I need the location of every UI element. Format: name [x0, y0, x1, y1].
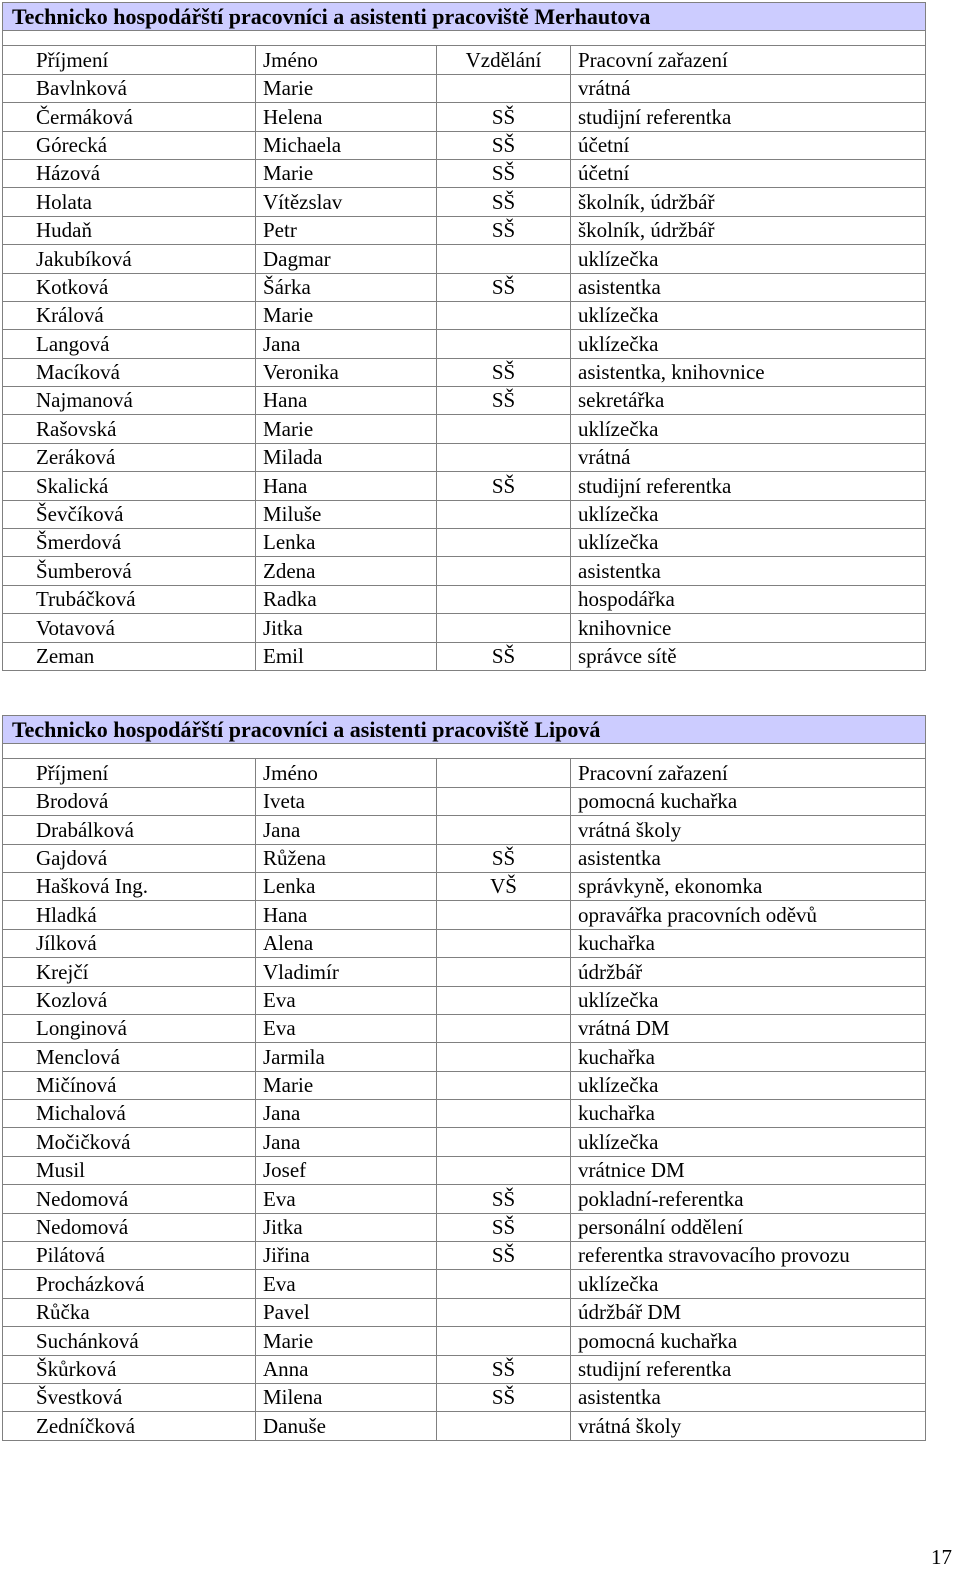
table-row [3, 529, 926, 557]
first-name-cell: Veronika [256, 358, 437, 386]
education-cell: SŠ [437, 103, 571, 131]
education-cell: SŠ [437, 188, 571, 216]
job-position-cell: vrátná [571, 443, 926, 471]
title-spacer [3, 31, 926, 46]
table-row [3, 1014, 926, 1042]
education-cell [437, 1156, 571, 1184]
first-name-cell: Jarmila [256, 1043, 437, 1071]
job-position-cell: údržbář [571, 958, 926, 986]
table-row [3, 500, 926, 528]
education-cell [437, 929, 571, 957]
surname-cell: Jakubíková [3, 245, 256, 273]
surname-cell: Zeráková [3, 443, 256, 471]
first-name-cell: Marie [256, 1071, 437, 1099]
education-cell: SŠ [437, 1213, 571, 1241]
job-position-cell: vrátná školy [571, 1412, 926, 1440]
table-row [3, 1071, 926, 1099]
table-row [3, 958, 926, 986]
surname-cell: Ševčíková [3, 500, 256, 528]
surname-cell: Králová [3, 301, 256, 329]
surname-cell: Votavová [3, 614, 256, 642]
education-cell [437, 787, 571, 815]
page-number: 17 [931, 1545, 952, 1569]
surname-cell: Najmanová [3, 387, 256, 415]
table-row [3, 557, 926, 585]
job-position-cell: uklízečka [571, 1128, 926, 1156]
table-row [3, 1355, 926, 1383]
surname-cell: Longinová [3, 1014, 256, 1042]
table-row [3, 245, 926, 273]
job-position-cell: asistentka [571, 557, 926, 585]
surname-cell: Jílková [3, 929, 256, 957]
first-name-cell: Jana [256, 330, 437, 358]
first-name-cell: Hana [256, 472, 437, 500]
staff-table-merhautova [2, 2, 926, 671]
first-name-cell: Miluše [256, 500, 437, 528]
table-row [3, 816, 926, 844]
job-position-cell: uklízečka [571, 415, 926, 443]
first-name-cell: Marie [256, 301, 437, 329]
job-position-cell: uklízečka [571, 986, 926, 1014]
first-name-cell: Zdena [256, 557, 437, 585]
first-name-cell: Marie [256, 74, 437, 102]
job-position-cell: vrátná DM [571, 1014, 926, 1042]
surname-cell: Gajdová [3, 844, 256, 872]
header-row [3, 46, 926, 74]
table-row [3, 358, 926, 386]
job-position-cell: uklízečka [571, 1071, 926, 1099]
first-name-cell: Marie [256, 159, 437, 187]
job-position-cell: uklízečka [571, 1270, 926, 1298]
education-cell [437, 816, 571, 844]
surname-cell: Kotková [3, 273, 256, 301]
table-row [3, 1185, 926, 1213]
education-cell: SŠ [437, 1355, 571, 1383]
table-row [3, 1412, 926, 1440]
first-name-cell: Jitka [256, 614, 437, 642]
header-job-position-cell: Pracovní zařazení [571, 759, 926, 787]
education-cell [437, 1043, 571, 1071]
education-cell: SŠ [437, 273, 571, 301]
first-name-cell: Vladimír [256, 958, 437, 986]
education-cell [437, 1014, 571, 1042]
job-position-cell: studijní referentka [571, 1355, 926, 1383]
education-cell: SŠ [437, 472, 571, 500]
surname-cell: Hašková Ing. [3, 872, 256, 900]
first-name-cell: Vítězslav [256, 188, 437, 216]
education-cell [437, 1298, 571, 1326]
surname-cell: Górecká [3, 131, 256, 159]
job-position-cell: správce sítě [571, 642, 926, 670]
job-position-cell: údržbář DM [571, 1298, 926, 1326]
education-cell [437, 614, 571, 642]
surname-cell: Krejčí [3, 958, 256, 986]
first-name-cell: Anna [256, 1355, 437, 1383]
first-name-cell: Šárka [256, 273, 437, 301]
first-name-cell: Eva [256, 1185, 437, 1213]
first-name-cell: Danuše [256, 1412, 437, 1440]
education-cell: SŠ [437, 844, 571, 872]
education-cell: SŠ [437, 387, 571, 415]
education-cell: SŠ [437, 1242, 571, 1270]
education-cell: SŠ [437, 216, 571, 244]
job-position-cell: pomocná kuchařka [571, 1327, 926, 1355]
surname-cell: Mičínová [3, 1071, 256, 1099]
education-cell: SŠ [437, 1185, 571, 1213]
table-row [3, 1327, 926, 1355]
surname-cell: Šmerdová [3, 529, 256, 557]
surname-cell: Langová [3, 330, 256, 358]
job-position-cell: uklízečka [571, 529, 926, 557]
first-name-cell: Eva [256, 986, 437, 1014]
first-name-cell: Iveta [256, 787, 437, 815]
education-cell [437, 301, 571, 329]
job-position-cell: opravářka pracovních oděvů [571, 901, 926, 929]
education-cell: SŠ [437, 358, 571, 386]
job-position-cell: kuchařka [571, 929, 926, 957]
surname-cell: Házová [3, 159, 256, 187]
surname-cell: Zedníčková [3, 1412, 256, 1440]
first-name-cell: Milada [256, 443, 437, 471]
table-row [3, 1156, 926, 1184]
job-position-cell: uklízečka [571, 330, 926, 358]
table-row [3, 443, 926, 471]
table-row [3, 787, 926, 815]
surname-cell: Brodová [3, 787, 256, 815]
surname-cell: Trubáčková [3, 585, 256, 613]
surname-cell: Musil [3, 1156, 256, 1184]
surname-cell: Michalová [3, 1100, 256, 1128]
table-row [3, 585, 926, 613]
surname-cell: Nedomová [3, 1213, 256, 1241]
surname-cell: Macíková [3, 358, 256, 386]
job-position-cell: referentka stravovacího provozu [571, 1242, 926, 1270]
table-row [3, 387, 926, 415]
education-cell [437, 1100, 571, 1128]
title-spacer [3, 744, 926, 759]
table-row [3, 103, 926, 131]
education-cell: SŠ [437, 1383, 571, 1411]
table-row [3, 1100, 926, 1128]
first-name-cell: Petr [256, 216, 437, 244]
first-name-cell: Helena [256, 103, 437, 131]
surname-cell: Procházková [3, 1270, 256, 1298]
table-row [3, 901, 926, 929]
job-position-cell: sekretářka [571, 387, 926, 415]
table-row [3, 642, 926, 670]
job-position-cell: pokladní-referentka [571, 1185, 926, 1213]
table-row [3, 1298, 926, 1326]
job-position-cell: kuchařka [571, 1043, 926, 1071]
table-row [3, 1242, 926, 1270]
table-row [3, 929, 926, 957]
first-name-cell: Pavel [256, 1298, 437, 1326]
table-title: Technicko hospodářští pracovníci a asistenti pracoviště Lipová [3, 716, 926, 744]
table-row [3, 1128, 926, 1156]
surname-cell: Suchánková [3, 1327, 256, 1355]
table-row [3, 472, 926, 500]
first-name-cell: Jitka [256, 1213, 437, 1241]
surname-cell: Skalická [3, 472, 256, 500]
education-cell [437, 415, 571, 443]
job-position-cell: uklízečka [571, 301, 926, 329]
first-name-cell: Jana [256, 816, 437, 844]
education-cell [437, 585, 571, 613]
job-position-cell: hospodářka [571, 585, 926, 613]
table-row [3, 273, 926, 301]
first-name-cell: Lenka [256, 529, 437, 557]
job-position-cell: asistentka [571, 273, 926, 301]
surname-cell: Hudaň [3, 216, 256, 244]
job-position-cell: studijní referentka [571, 103, 926, 131]
header-row [3, 759, 926, 787]
surname-cell: Čermáková [3, 103, 256, 131]
surname-cell: Holata [3, 188, 256, 216]
header-surname-cell: Příjmení [3, 759, 256, 787]
job-position-cell: asistentka, knihovnice [571, 358, 926, 386]
header-education-cell: Vzdělání [437, 46, 571, 74]
education-cell [437, 74, 571, 102]
surname-cell: Růčka [3, 1298, 256, 1326]
first-name-cell: Růžena [256, 844, 437, 872]
education-cell [437, 901, 571, 929]
education-cell [437, 557, 571, 585]
table-row [3, 844, 926, 872]
job-position-cell: vrátnice DM [571, 1156, 926, 1184]
job-position-cell: studijní referentka [571, 472, 926, 500]
surname-cell: Močičková [3, 1128, 256, 1156]
surname-cell: Drabálková [3, 816, 256, 844]
header-job-position-cell: Pracovní zařazení [571, 46, 926, 74]
education-cell [437, 986, 571, 1014]
first-name-cell: Lenka [256, 872, 437, 900]
education-cell [437, 1128, 571, 1156]
first-name-cell: Radka [256, 585, 437, 613]
table-row [3, 1270, 926, 1298]
education-cell: VŠ [437, 872, 571, 900]
first-name-cell: Jana [256, 1100, 437, 1128]
education-cell [437, 443, 571, 471]
table-row [3, 188, 926, 216]
surname-cell: Šumberová [3, 557, 256, 585]
staff-table-lipova [2, 715, 926, 1441]
education-cell [437, 1270, 571, 1298]
education-cell [437, 500, 571, 528]
table-row [3, 330, 926, 358]
first-name-cell: Dagmar [256, 245, 437, 273]
job-position-cell: asistentka [571, 844, 926, 872]
table-row [3, 614, 926, 642]
job-position-cell: školník, údržbář [571, 216, 926, 244]
education-cell [437, 1412, 571, 1440]
education-cell [437, 1327, 571, 1355]
job-position-cell: školník, údržbář [571, 188, 926, 216]
job-position-cell: kuchařka [571, 1100, 926, 1128]
surname-cell: Zeman [3, 642, 256, 670]
table-row [3, 74, 926, 102]
job-position-cell: vrátná [571, 74, 926, 102]
job-position-cell: vrátná školy [571, 816, 926, 844]
education-cell: SŠ [437, 159, 571, 187]
first-name-cell: Milena [256, 1383, 437, 1411]
header-first-name-cell: Jméno [256, 46, 437, 74]
job-position-cell: asistentka [571, 1383, 926, 1411]
education-cell [437, 529, 571, 557]
first-name-cell: Eva [256, 1014, 437, 1042]
table-row [3, 415, 926, 443]
first-name-cell: Jana [256, 1128, 437, 1156]
first-name-cell: Jiřina [256, 1242, 437, 1270]
job-position-cell: personální oddělení [571, 1213, 926, 1241]
header-first-name-cell: Jméno [256, 759, 437, 787]
education-cell: SŠ [437, 642, 571, 670]
education-cell [437, 1071, 571, 1099]
education-cell [437, 245, 571, 273]
first-name-cell: Alena [256, 929, 437, 957]
table-row [3, 131, 926, 159]
job-position-cell: uklízečka [571, 245, 926, 273]
first-name-cell: Michaela [256, 131, 437, 159]
table-row [3, 301, 926, 329]
table-row [3, 1213, 926, 1241]
table-row [3, 1383, 926, 1411]
surname-cell: Hladká [3, 901, 256, 929]
header-education-cell [437, 759, 571, 787]
surname-cell: Kozlová [3, 986, 256, 1014]
education-cell [437, 958, 571, 986]
job-position-cell: pomocná kuchařka [571, 787, 926, 815]
surname-cell: Škůrková [3, 1355, 256, 1383]
surname-cell: Švestková [3, 1383, 256, 1411]
job-position-cell: uklízečka [571, 500, 926, 528]
table-row [3, 216, 926, 244]
surname-cell: Pilátová [3, 1242, 256, 1270]
first-name-cell: Emil [256, 642, 437, 670]
surname-cell: Bavlnková [3, 74, 256, 102]
table-row [3, 1043, 926, 1071]
first-name-cell: Marie [256, 1327, 437, 1355]
job-position-cell: účetní [571, 131, 926, 159]
job-position-cell: knihovnice [571, 614, 926, 642]
first-name-cell: Eva [256, 1270, 437, 1298]
table-row [3, 872, 926, 900]
education-cell: SŠ [437, 131, 571, 159]
education-cell [437, 330, 571, 358]
job-position-cell: účetní [571, 159, 926, 187]
job-position-cell: správkyně, ekonomka [571, 872, 926, 900]
first-name-cell: Hana [256, 387, 437, 415]
surname-cell: Menclová [3, 1043, 256, 1071]
header-surname-cell: Příjmení [3, 46, 256, 74]
first-name-cell: Josef [256, 1156, 437, 1184]
table-title: Technicko hospodářští pracovníci a asistenti pracoviště Merhautova [3, 3, 926, 31]
surname-cell: Rašovská [3, 415, 256, 443]
table-row [3, 159, 926, 187]
first-name-cell: Marie [256, 415, 437, 443]
table-row [3, 986, 926, 1014]
surname-cell: Nedomová [3, 1185, 256, 1213]
first-name-cell: Hana [256, 901, 437, 929]
